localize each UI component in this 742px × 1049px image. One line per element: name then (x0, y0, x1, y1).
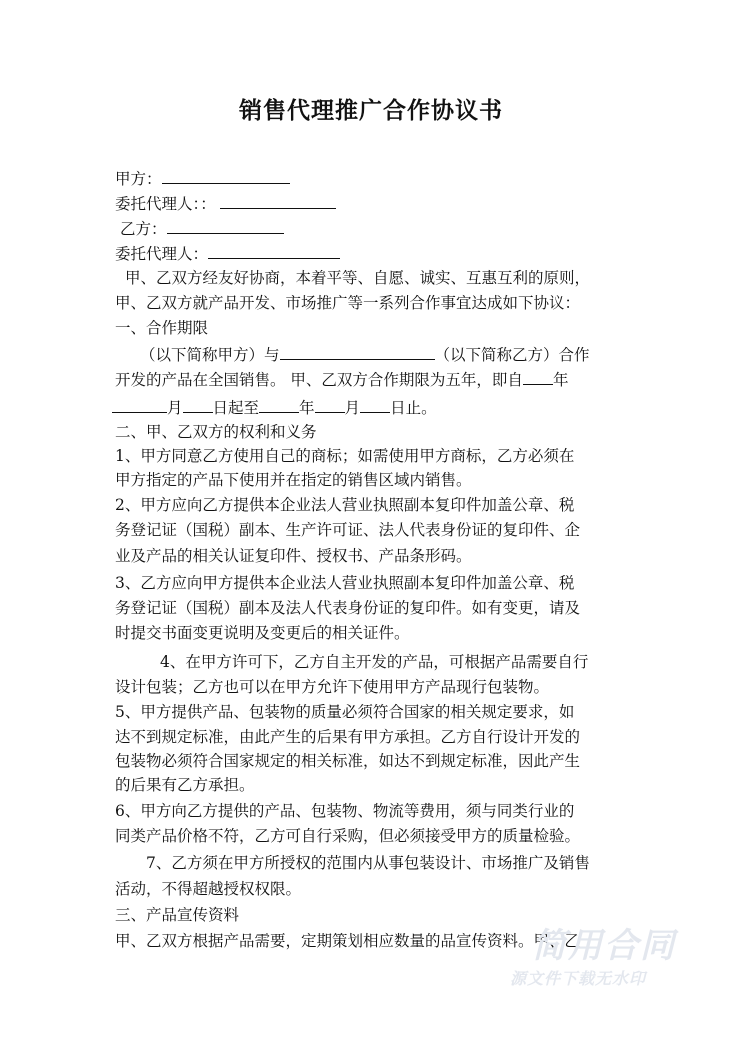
clause-3-line-1: 3、乙方应向甲方提供本企业法人营业执照副本复印件加盖公章、税 (115, 574, 575, 592)
party-a-label: 甲方： (115, 170, 162, 188)
party-b-blank (167, 218, 284, 234)
document-title: 销售代理推广合作协议书 (239, 98, 503, 124)
clause-5-line-1: 5、甲方提供产品、包装物的质量必须符合国家的相关规定要求，如 (115, 703, 575, 721)
day-to-text: 日起至 (212, 399, 260, 417)
clause-4-line-1: 4、在甲方许可下，乙方自主开发的产品，可根据产品需要自行 (160, 653, 589, 671)
intro-line-2: 甲、乙双方就产品开发、市场推广等一系列合作事宜达成如下协议： (115, 294, 581, 312)
clause-5-line-3: 包装物必须符合国家规定的相关标准，如达不到规定标准，因此产生 (115, 752, 581, 770)
clause-3-line-2: 务登记证（国税）副本及法人代表身份证的复印件。如有变更，请及 (115, 599, 581, 617)
clause-7-line-1: 7、乙方须在甲方所授权的范围内从事包装设计、市场推广及销售 (146, 854, 590, 872)
end-text: 日止。 (390, 399, 437, 417)
intro-line-1: 甲、乙双方经友好协商，本着平等、自愿、诚实、互惠互利的原则， (125, 269, 591, 287)
agent-b-line (115, 243, 635, 264)
watermark-subtitle: 源文件下载无水印 (510, 969, 647, 988)
start-month-blank (112, 397, 167, 413)
agent-b-blank (208, 243, 340, 259)
agent-a-blank (220, 193, 336, 209)
year-text: 年 (552, 371, 569, 389)
month-text: 月 (344, 399, 361, 417)
agent-a-line (115, 193, 635, 214)
section-1-line-3 (112, 397, 632, 418)
clause-4-line-2: 设计包装；乙方也可以在甲方允许下使用甲方产品现行包装物。 (115, 678, 550, 696)
end-year-blank (259, 397, 299, 413)
clause-7-line-2: 活动，不得超越授权权限。 (115, 880, 302, 898)
agent-a-label: 委托代理人：： (115, 195, 216, 213)
party-b-label: 乙方： (120, 220, 167, 238)
month-text: 月 (167, 399, 183, 417)
end-day-blank (360, 397, 390, 413)
start-day-blank (183, 397, 213, 413)
party-a-line (115, 168, 635, 189)
partner-name-blank (280, 344, 435, 360)
watermark-logo: 简用合同 (532, 926, 676, 966)
section-3-line-1: 甲、乙双方根据产品需要，定期策划相应数量的品宣传资料。甲、乙 (115, 932, 581, 950)
clause-5-line-4: 的后果有乙方承担。 (115, 776, 255, 794)
clause-1-line-2: 甲方指定的产品下使用并在指定的销售区域内销售。 (115, 471, 472, 489)
section-1-text: （以下简称乙方）合作 (434, 346, 590, 364)
section-3-heading: 三、产品宣传资料 (115, 906, 240, 924)
party-a-blank (162, 168, 290, 184)
section-1-text: 开发的产品在全国销售。 甲、乙双方合作期限为五年，即自 (115, 371, 523, 389)
section-1-heading: 一、合作期限 (115, 319, 209, 337)
clause-5-line-2: 达不到规定标准，由此产生的后果有甲方承担。乙方自行设计开发的 (115, 728, 581, 746)
watermark (510, 918, 710, 988)
clause-1-line-1: 1、甲方同意乙方使用自己的商标；如需使用甲方商标，乙方必须在 (115, 447, 575, 465)
end-month-blank (315, 397, 345, 413)
clause-3-line-3: 时提交书面变更说明及变更后的相关证件。 (115, 624, 410, 642)
clause-6-line-1: 6、甲方向乙方提供的产品、包装物、物流等费用，须与同类行业的 (115, 802, 575, 820)
section-1-line-2 (115, 369, 635, 390)
start-year-blank (523, 369, 553, 385)
year-text: 年 (299, 399, 315, 417)
clause-2-line-2: 务登记证（国税）副本、生产许可证、法人代表身份证的复印件、企 (115, 521, 581, 539)
section-2-heading: 二、甲、乙双方的权利和义务 (115, 423, 317, 441)
clause-6-line-2: 同类产品价格不符，乙方可自行采购，但必须接受甲方的质量检验。 (115, 827, 581, 845)
agent-b-label: 委托代理人： (115, 245, 209, 263)
section-1-line-1 (140, 344, 660, 365)
clause-2-line-3: 业及产品的相关认证复印件、授权书、产品条形码。 (115, 547, 472, 565)
party-b-line (120, 218, 640, 239)
clause-2-line-1: 2、甲方应向乙方提供本企业法人营业执照副本复印件加盖公章、税 (115, 496, 575, 514)
section-1-text: （以下简称甲方）与 (140, 346, 280, 364)
